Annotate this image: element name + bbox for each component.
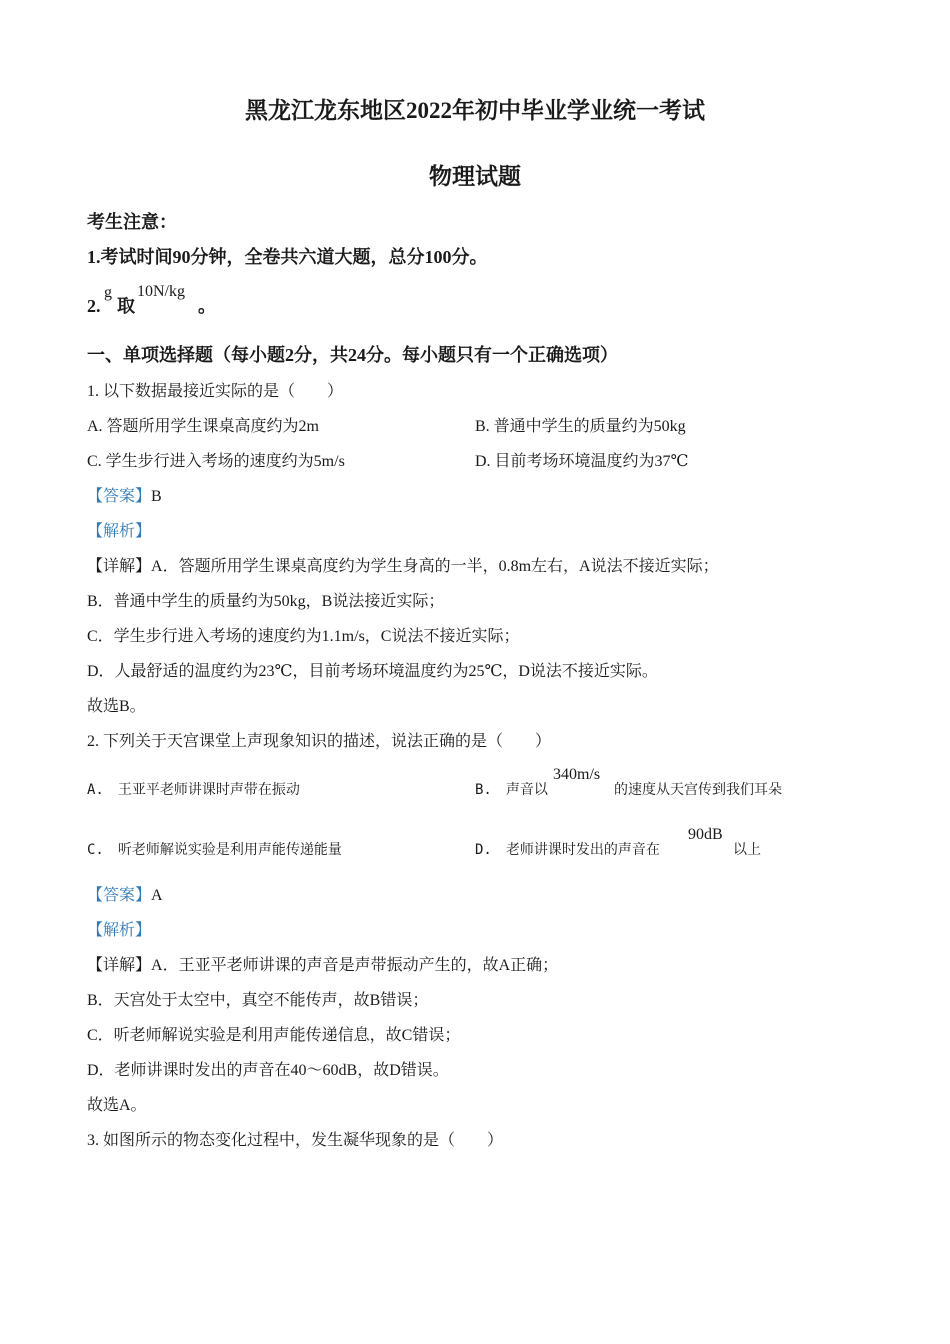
q2-option-b-value: 340m/s [553,766,601,783]
q1-detail-b: B．普通中学生的质量约为50kg，B说法接近实际； [87,593,445,610]
q2-option-a: A. 王亚平老师讲课时声带在振动 [87,782,300,798]
notice-item-2-take: 取 [117,296,135,316]
q2-option-d-value: 90dB [688,826,723,843]
q2-detail-tag: 【详解】 [87,957,152,974]
q1-answer: B [151,488,162,505]
q2-detail-line [87,956,558,976]
q1-detail-tag: 【详解】 [87,558,152,575]
q2-detail-d: D．老师讲课时发出的声音在40～60dB，故D错误。 [87,1062,449,1079]
q2-conclusion: 故选A。 [87,1097,147,1114]
q2-answer-line [87,886,163,906]
q1-answer-tag: 【答案】 [87,488,152,505]
q1-option-b: B. 普通中学生的质量约为50kg [475,418,686,435]
q1-detail-line [87,557,719,577]
q2-option-d-suffix: 以上 [733,842,761,858]
section-1-heading: 一、单项选择题（每小题2分，共24分。每小题只有一个正确选项） [87,345,618,365]
q1-detail: A．答题所用学生课桌高度约为学生身高的一半，0.8m左右，A说法不接近实际； [151,558,719,575]
notice-item-2-g: g [104,284,112,301]
page-subtitle: 物理试题 [429,164,521,189]
q1-detail-c: C．学生步行进入考场的速度约为1.1m/s，C说法不接近实际； [87,628,520,645]
notice-heading: 考生注意： [87,212,177,232]
q1-option-c: C. 学生步行进入考场的速度约为5m/s [87,453,345,470]
notice-item-2-value: 10N/kg [137,283,185,300]
q2-option-b-suffix: 的速度从天宫传到我们耳朵 [614,782,782,798]
notice-item-2-prefix: 2. [87,296,101,316]
q2-stem: 2. 下列关于天宫课堂上声现象知识的描述，说法正确的是（ ） [87,733,552,750]
q1-conclusion: 故选B。 [87,698,146,715]
q2-detail-c: C．听老师解说实验是利用声能传递信息，故C错误； [87,1027,461,1044]
q2-option-b-prefix: B. 声音以 [475,782,548,798]
notice-item-2-end: 。 [198,296,216,316]
q2-analysis-tag: 【解析】 [87,922,152,939]
q2-option-c: C. 听老师解说实验是利用声能传递能量 [87,842,342,858]
q2-detail-b: B．天宫处于太空中，真空不能传声，故B错误； [87,992,429,1009]
q2-detail: A．王亚平老师讲课的声音是声带振动产生的，故A正确； [151,957,559,974]
q2-answer-tag: 【答案】 [87,887,152,904]
q1-answer-line [87,487,162,507]
q1-option-d: D. 目前考场环境温度约为37℃ [475,453,689,470]
q2-option-d-prefix: D. 老师讲课时发出的声音在 [475,842,660,858]
q3-stem: 3. 如图所示的物态变化过程中，发生凝华现象的是（ ） [87,1132,504,1149]
q2-answer: A [151,887,163,904]
q1-option-a: A. 答题所用学生课桌高度约为2m [87,418,320,435]
notice-item-1: 1.考试时间90分钟，全卷共六道大题，总分100分。 [87,247,488,267]
page-title: 黑龙江龙东地区2022年初中毕业学业统一考试 [245,98,705,123]
q1-detail-d: D．人最舒适的温度约为23℃，目前考场环境温度约为25℃，D说法不接近实际。 [87,663,658,680]
q1-analysis-tag: 【解析】 [87,523,152,540]
q1-stem: 1. 以下数据最接近实际的是（ ） [87,383,344,400]
